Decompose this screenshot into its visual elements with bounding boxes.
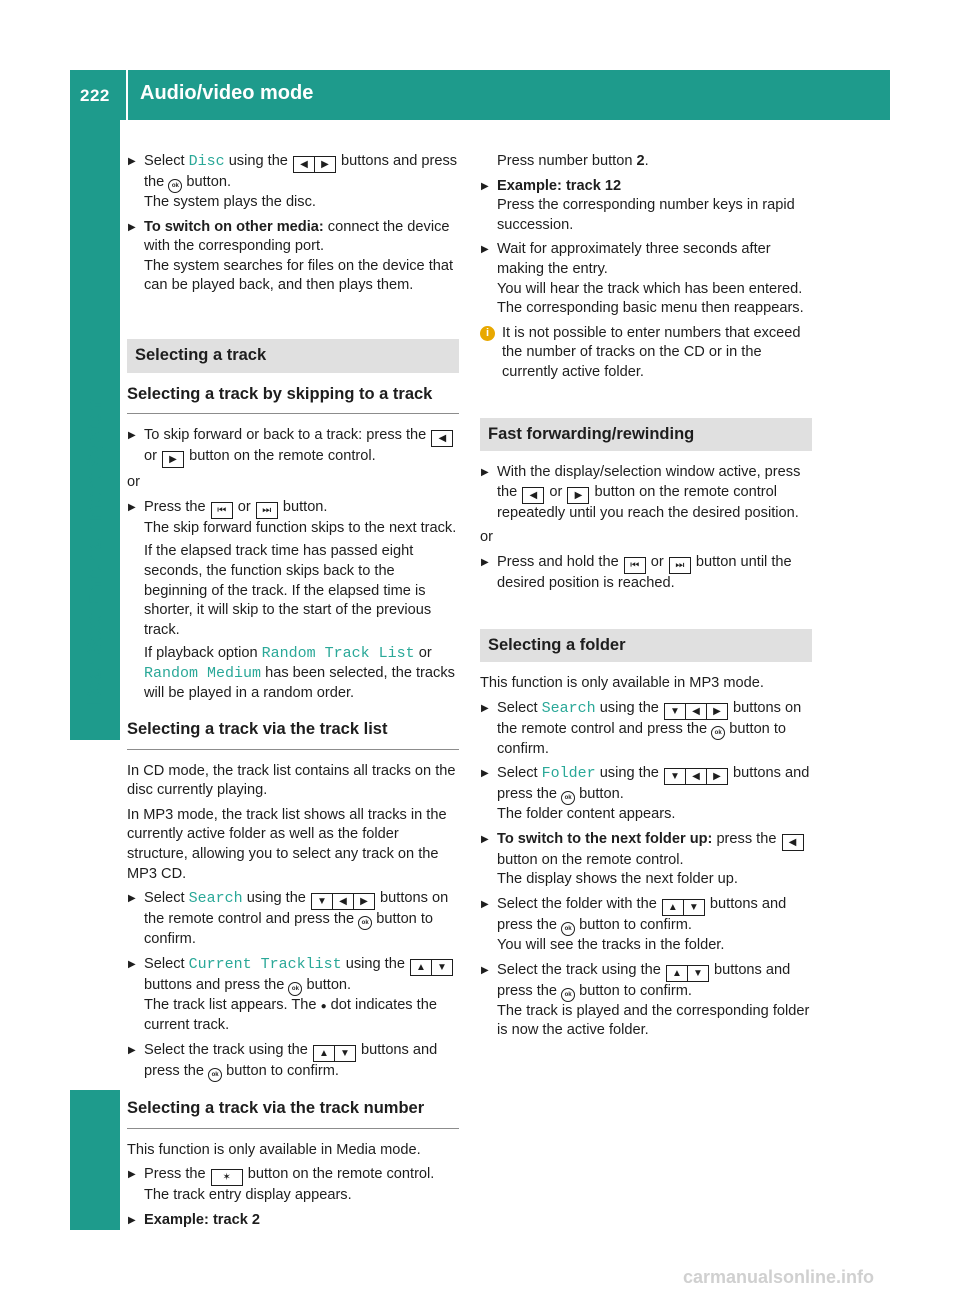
skip-back-key-icon: ⏮	[211, 502, 233, 519]
bottom-tab-marker	[70, 1090, 120, 1230]
paragraph-mp3-mode: In MP3 mode, the track list shows all tracks in the currently active folder as well as the folder structure, allowing you to select any track on the MP3 CD.	[127, 806, 447, 882]
ok-button-icon: ok	[711, 726, 725, 740]
down-arrow-key-icon: ▼	[664, 768, 686, 785]
left-arrow-key-icon: ◀	[685, 768, 707, 785]
paragraph-mp3-only: This function is only available in MP3 mode.	[480, 675, 764, 692]
left-arrow-key-icon: ◀	[685, 703, 707, 720]
skip-forward-key-icon: ⏭	[669, 557, 691, 574]
up-arrow-key-icon: ▲	[662, 899, 684, 916]
step-select-search: ▶ Select Search using the ▼ ◀ ▶ buttons on the remote control and press the ok button to confirm.	[127, 889, 459, 950]
step-select-disc: ▶ Select Disc using the ◀ ▶ buttons and press the ok button. The system plays the disc.	[127, 152, 459, 213]
step-select-search-folder: ▶ Select Search using the ▼ ◀ ▶ buttons on the remote control and press the ok button to confirm.	[480, 699, 812, 760]
step-select-folder-confirm: ▶ Select the folder with the ▲ ▼ buttons and press the ok button to confirm. You will see the tracks in the folder.	[480, 895, 812, 956]
step-switch-media: ▶ To switch on other media: connect the device with the corresponding port. The system searches for files on the device that can be played back, and then plays them.	[127, 218, 459, 296]
section-side-label: Rear Seat Entertainment System	[84, 395, 106, 705]
subheading-track-number: Selecting a track via the track number	[127, 1099, 459, 1129]
left-arrow-key-icon: ◀	[782, 834, 804, 851]
page-number: 222	[80, 86, 110, 105]
section-heading-selecting-folder: Selecting a folder	[480, 629, 812, 663]
left-column	[127, 152, 459, 1235]
chapter-title: Audio/video mode	[140, 82, 314, 104]
step-wait: ▶ Wait for approximately three seconds after making the entry. You will hear the track which has been entered. The corresponding basic menu then reappears.	[480, 240, 812, 318]
paragraph-cd-mode: In CD mode, the track list contains all tracks on the disc currently playing.	[127, 762, 456, 799]
section-heading-selecting-track: Selecting a track	[127, 339, 459, 373]
ok-button-icon: ok	[358, 916, 372, 930]
step-select-track: ▶ Select the track using the ▲ ▼ buttons and press the ok button to confirm.	[127, 1041, 459, 1082]
left-arrow-key-icon: ◀	[293, 156, 315, 173]
right-arrow-key-icon: ▶	[162, 451, 184, 468]
left-arrow-key-icon: ◀	[522, 487, 544, 504]
page-header	[70, 70, 890, 120]
menu-item-folder: Folder	[541, 765, 596, 783]
up-arrow-key-icon: ▲	[410, 959, 432, 976]
paragraph-press-number: Press number button 2.	[497, 153, 649, 169]
down-arrow-key-icon: ▼	[334, 1045, 356, 1062]
step-press-and-hold: ▶ Press and hold the ⏮ or ⏭ button until the desired position is reached.	[480, 553, 812, 594]
step-select-folder: ▶ Select Folder using the ▼ ◀ ▶ buttons and press the ok button. The folder content appears.	[480, 764, 812, 825]
ok-button-icon: ok	[561, 988, 575, 1002]
left-arrow-key-icon: ◀	[431, 430, 453, 447]
right-arrow-key-icon: ▶	[706, 768, 728, 785]
info-icon: i	[480, 326, 495, 341]
skip-forward-key-icon: ⏭	[256, 502, 278, 519]
step-next-folder-up: ▶ To switch to the next folder up: press the ◀ button on the remote control. The display shows the next folder up.	[480, 830, 812, 890]
section-heading-fast-forwarding: Fast forwarding/rewinding	[480, 418, 812, 452]
or-text: or	[480, 529, 493, 546]
star-key-icon: ✶	[211, 1169, 243, 1186]
right-arrow-key-icon: ▶	[567, 487, 589, 504]
step-select-track-folder: ▶ Select the track using the ▲ ▼ buttons and press the ok button to confirm. The track is played and the corresponding folder is now the active folder.	[480, 961, 812, 1041]
step-press-star: ▶ Press the ✶ button on the remote control. The track entry display appears.	[127, 1165, 459, 1206]
down-arrow-key-icon: ▼	[687, 965, 709, 982]
or-text: or	[127, 474, 140, 491]
step-display-active: ▶ With the display/selection window active, press the ◀ or ▶ button on the remote control repeatedly until you reach the desired position.	[480, 463, 812, 523]
step-example-track-12: ▶ Example: track 12 Press the corresponding number keys in rapid succession.	[480, 177, 812, 236]
up-arrow-key-icon: ▲	[666, 965, 688, 982]
step-skip-forward-back: ▶ To skip forward or back to a track: press the ◀ or ▶ button on the remote control.	[127, 426, 459, 468]
menu-item-disc: Disc	[188, 153, 225, 170]
right-arrow-key-icon: ▶	[353, 893, 375, 910]
menu-item-search: Search	[541, 699, 596, 717]
ok-button-icon: ok	[561, 791, 575, 805]
skip-back-key-icon: ⏮	[624, 557, 646, 574]
down-arrow-key-icon: ▼	[311, 893, 333, 910]
down-arrow-key-icon: ▼	[431, 959, 453, 976]
down-arrow-key-icon: ▼	[683, 899, 705, 916]
info-note: i It is not possible to enter numbers that exceed the number of tracks on the CD or in the currently active folder.	[480, 324, 812, 383]
right-arrow-key-icon: ▶	[706, 703, 728, 720]
watermark: carmanualsonline.info	[683, 1267, 875, 1287]
step-select-current-tracklist: ▶ Select Current Tracklist using the ▲ ▼ buttons and press the ok button. The track list appears. The ● dot indicates the current track.	[127, 955, 459, 1036]
menu-item-current-tracklist: Current Tracklist	[188, 955, 342, 973]
right-column	[480, 152, 812, 1046]
ok-button-icon: ok	[208, 1068, 222, 1082]
down-arrow-key-icon: ▼	[664, 703, 686, 720]
up-arrow-key-icon: ▲	[313, 1045, 335, 1062]
right-arrow-key-icon: ▶	[314, 156, 336, 173]
menu-item-search: Search	[188, 890, 243, 908]
header-divider	[126, 70, 128, 120]
option-random-track-list: Random Track List	[261, 645, 415, 663]
dot-indicator-icon: ●	[320, 1000, 327, 1012]
ok-button-icon: ok	[561, 922, 575, 936]
ok-button-icon: ok	[288, 982, 302, 996]
step-press-skip: ▶ Press the ⏮ or ⏭ button. The skip forward function skips to the next track. If the elapsed track time has passed eight seconds, the function skips back to the beginning of the track. If the elapsed time is shorter, it will skip to the start of the previous track. If playback option Random Track List or Random Medium has been selected, the tracks will be played in a random order.	[127, 498, 459, 703]
subheading-skipping: Selecting a track by skipping to a track	[127, 385, 459, 415]
step-example-track-2: ▶ Example: track 2	[127, 1211, 459, 1231]
subheading-track-list: Selecting a track via the track list	[127, 720, 459, 750]
paragraph-media-mode: This function is only available in Media mode.	[127, 1141, 421, 1158]
left-arrow-key-icon: ◀	[332, 893, 354, 910]
option-random-medium: Random Medium	[144, 664, 262, 682]
ok-button-icon: ok	[168, 179, 182, 193]
